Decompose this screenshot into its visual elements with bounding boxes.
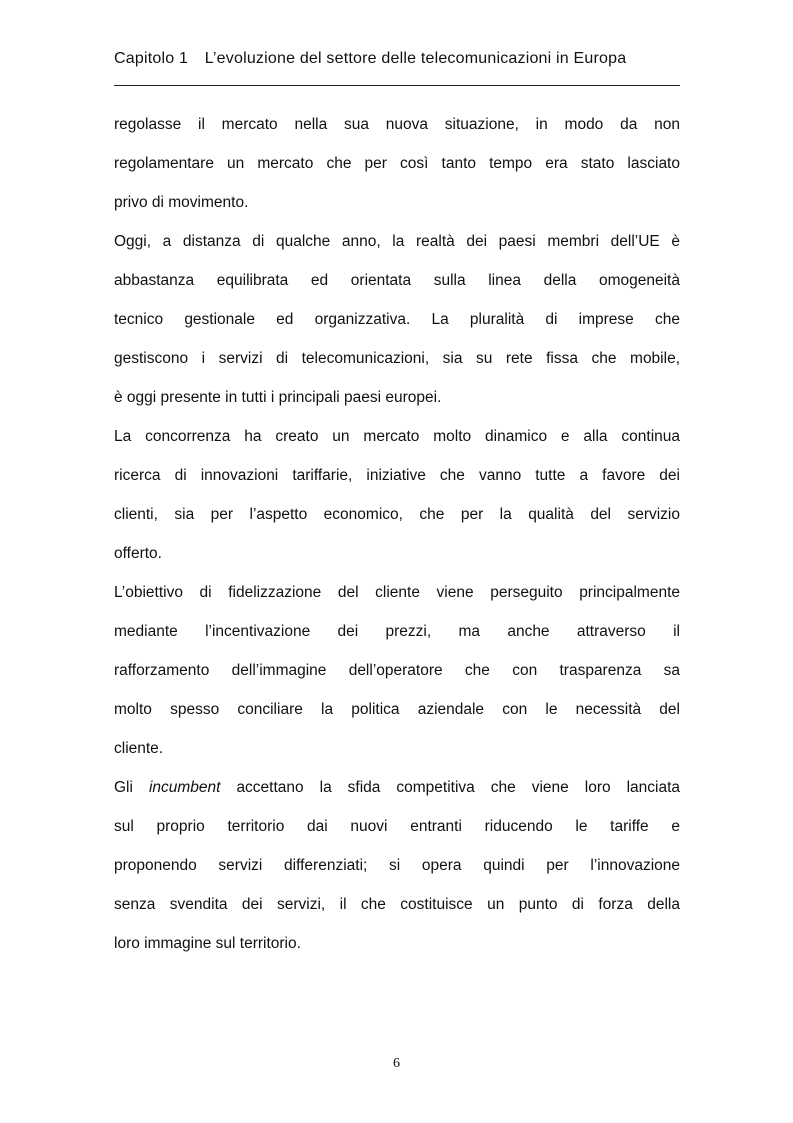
running-header	[114, 50, 680, 68]
text-line: regolasse il mercato nella sua nuova situazione, in modo da non	[114, 116, 680, 133]
text-line: molto spesso conciliare la politica aziendale con le necessità del	[114, 701, 680, 718]
chapter-title: L’evoluzione del settore delle telecomunicazioni in Europa	[204, 50, 627, 67]
text-line: regolamentare un mercato che per così tanto tempo era stato lasciato	[114, 155, 680, 172]
text-line: ricerca di innovazioni tariffarie, iniziative che vanno tutte a favore dei	[114, 467, 680, 484]
text-line: privo di movimento.	[114, 194, 249, 211]
text-line: loro immagine sul territorio.	[114, 935, 301, 952]
text-line: mediante l’incentivazione dei prezzi, ma anche attraverso il	[114, 623, 680, 640]
text-line: tecnico gestionale ed organizzativa. La pluralità di imprese che	[114, 311, 680, 328]
text-line: proponendo servizi differenziati; si opera quindi per l’innovazione	[114, 857, 680, 874]
text-segment: Gli	[114, 779, 133, 796]
italic-term: incumbent	[148, 779, 221, 796]
text-line: cliente.	[114, 740, 164, 757]
chapter-label: Capitolo 1	[114, 50, 189, 67]
page-number: 6	[393, 1056, 400, 1071]
text-line: Oggi, a distanza di qualche anno, la realtà dei paesi membri dell’UE è	[114, 233, 680, 250]
text-line: abbastanza equilibrata ed orientata sulla linea della omogeneità	[114, 272, 680, 289]
text-line: La concorrenza ha creato un mercato molto dinamico e alla continua	[114, 428, 680, 445]
text-line: L’obiettivo di fidelizzazione del cliente viene perseguito principalmente	[114, 584, 680, 601]
body-text	[114, 105, 680, 963]
text-segment: accettano la sfida competitiva che viene loro lanciata	[236, 779, 680, 796]
header-rule	[114, 85, 680, 86]
text-line: sul proprio territorio dai nuovi entranti riducendo le tariffe e	[114, 818, 680, 835]
text-line: rafforzamento dell’immagine dell’operatore che con trasparenza sa	[114, 662, 680, 679]
text-line: gestiscono i servizi di telecomunicazioni, sia su rete fissa che mobile,	[114, 350, 680, 367]
text-line: è oggi presente in tutti i principali paesi europei.	[114, 389, 442, 406]
text-line: clienti, sia per l’aspetto economico, che per la qualità del servizio	[114, 506, 680, 523]
text-line	[114, 768, 680, 807]
text-line: offerto.	[114, 545, 162, 562]
text-line: senza svendita dei servizi, il che costituisce un punto di forza della	[114, 896, 680, 913]
